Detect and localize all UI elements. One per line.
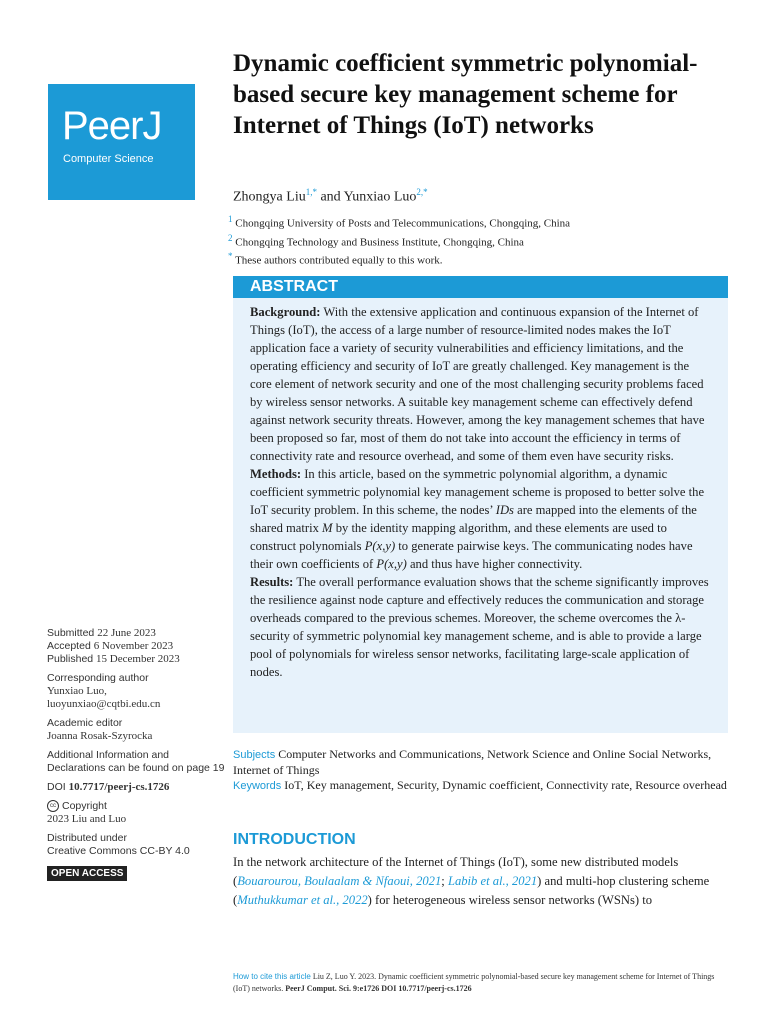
editor-name: Joanna Rosak-Szyrocka	[47, 730, 153, 742]
keywords-text: IoT, Key management, Security, Dynamic coefficient, Connectivity rate, Resource overhead	[284, 778, 727, 792]
subjects-label: Subjects	[233, 749, 276, 761]
additional-info: Additional Information and Declarations can be found on page 19	[47, 749, 225, 774]
editor-label: Academic editor	[47, 717, 123, 729]
abstract-text: With the extensive application and continuous expansion of the Internet of Things (IoT), the access of a large number of resource-limited nodes makes the IoT application face a variety of security vulnerabilities and efficiency limitations, and the operating efficiency and security of IoT are greatly challenged. Key management is the core element of network security and one of the most challenging security problems faced by wireless sensor networks. A suitable key management scheme can effectively defend against network security threats. However, among the key management schemes that have been proposed so far, most of them do not take into account the efficiency in terms of connectivity rate and resource overhead, and some of them even have security risks.	[250, 305, 705, 463]
corresponding-label: Corresponding author	[47, 672, 149, 684]
citation-link[interactable]: Labib et al., 2021	[447, 874, 538, 888]
body-text: ) and multi-hop clustering scheme (	[233, 874, 710, 907]
abstract-label: Results:	[250, 575, 294, 589]
citation-footer	[233, 971, 728, 995]
cite-text: Liu Z, Luo Y. 2023. Dynamic coefficient symmetric polynomial-based secure key management scheme for Internet of Things (IoT) networks.	[233, 972, 715, 993]
authors-line	[233, 187, 428, 206]
abstract-text: by the identity mapping algorithm, and these elements are used to construct polynomials	[250, 521, 667, 553]
author-name: Zhongya Liu	[233, 189, 306, 205]
article-sidebar	[47, 627, 227, 881]
author-conjunction: and	[316, 189, 344, 205]
page-title: Dynamic coefficient symmetric polynomial-based secure key management scheme for Internet of Things (IoT) networks	[233, 50, 698, 139]
cite-journal: PeerJ Comput. Sci. 9:e1726 DOI 10.7717/peerj-cs.1726	[285, 984, 472, 993]
license-name[interactable]: Creative Commons CC-BY 4.0	[47, 845, 190, 857]
abstract-box	[233, 276, 728, 733]
math-italic: M	[322, 521, 333, 535]
corresponding-name: Yunxiao Luo,	[47, 685, 107, 697]
accepted-date	[47, 640, 227, 653]
abstract-label: Background:	[250, 305, 321, 319]
abstract-background	[250, 303, 711, 465]
abstract-text: and thus have higher connectivity.	[406, 557, 583, 571]
math-italic: P(x,y)	[364, 539, 396, 553]
open-access-badge: OPEN ACCESS	[47, 866, 127, 881]
date-value: 15 December 2023	[96, 653, 180, 665]
abstract-text: In this article, based on the symmetric polynomial algorithm, a dynamic coefficient symmetric polynomial key management scheme is proposed to better solve the IoT security problem. In this scheme, the nodes’	[250, 467, 705, 517]
peerj-logo	[48, 84, 195, 200]
introduction-heading: INTRODUCTION	[233, 831, 356, 848]
date-value: 22 June 2023	[97, 627, 156, 639]
affiliation-text: Chongqing Technology and Business Institute, Chongqing, China	[235, 236, 524, 249]
submitted-date	[47, 627, 227, 640]
math-italic: IDs	[495, 503, 514, 517]
abstract-heading: ABSTRACT	[233, 276, 728, 298]
affiliation-item	[228, 212, 570, 231]
abstract-results	[250, 573, 711, 681]
affiliation-text: Chongqing University of Posts and Telecommunications, Chongqing, China	[235, 217, 571, 230]
date-label: Submitted	[47, 627, 95, 639]
affiliation-sup: *	[228, 251, 233, 262]
subjects-text: Computer Networks and Communications, Network Science and Online Social Networks, Internet of Things	[233, 747, 712, 777]
affiliations	[228, 212, 570, 268]
introduction-body	[233, 853, 728, 910]
cite-label: How to cite this article	[233, 972, 311, 981]
body-text: In the network architecture of the Internet of Things (IoT), some new distributed models (	[233, 855, 679, 888]
affiliation-text: These authors contributed equally to this work.	[235, 254, 443, 267]
date-label: Accepted	[47, 640, 91, 652]
affiliation-sup: 1	[228, 214, 233, 224]
abstract-text: to generate pairwise keys. The communicating nodes have their own coefficients of	[250, 539, 693, 571]
abstract-methods	[250, 465, 711, 573]
license-label: Distributed under	[47, 832, 127, 844]
copyright-holders: 2023 Liu and Luo	[47, 813, 127, 825]
math-italic: P(x,y)	[376, 557, 407, 571]
abstract-text: The overall performance evaluation shows that the scheme significantly improves the resilience against node capture and effectively reduces the communication and storage overheads compared to the previous schemes. Moreover, the scheme overcomes the λ-security of symmetric polynomial key management scheme, and is able to provide a large pool of polynomials for wireless sensor networks, facilitating large-scale application of nodes.	[250, 575, 709, 679]
subjects-keywords	[233, 747, 728, 794]
doi-line	[47, 781, 227, 794]
date-label: Published	[47, 653, 94, 665]
doi-link[interactable]: 10.7717/peerj-cs.1726	[68, 781, 170, 793]
body-text: ;	[441, 874, 448, 888]
affiliation-sup: 2	[228, 232, 233, 243]
creative-commons-icon: cc	[47, 800, 59, 812]
abstract-text: are mapped into the elements of the shared matrix	[250, 503, 697, 535]
body-text: ) for heterogeneous wireless sensor networks (WSNs) to	[367, 893, 653, 907]
author-sup: 1,*	[305, 187, 317, 197]
copyright-label: Copyright	[62, 800, 107, 812]
subjects-line	[233, 747, 728, 778]
keywords-line	[233, 778, 728, 794]
citation-link[interactable]: Bouarourou, Boulaalam & Nfaoui, 2021	[237, 874, 442, 888]
affiliation-item	[228, 249, 570, 268]
logo-wordmark: PeerJ	[62, 104, 162, 148]
author-name: Yunxiao Luo	[343, 189, 417, 205]
copyright-line	[47, 800, 227, 813]
author-sup: 2,*	[416, 187, 428, 197]
logo-subtitle: Computer Science	[63, 153, 154, 165]
doi-label: DOI	[47, 781, 66, 793]
abstract-body	[233, 298, 728, 681]
keywords-label: Keywords	[233, 780, 282, 792]
affiliation-item	[228, 231, 570, 250]
published-date	[47, 653, 227, 666]
date-value: 6 November 2023	[93, 640, 174, 652]
citation-link[interactable]: Muthukkumar et al., 2022	[237, 893, 368, 907]
corresponding-email[interactable]: luoyunxiao@cqtbi.edu.cn	[47, 698, 161, 710]
abstract-label: Methods:	[250, 467, 302, 481]
